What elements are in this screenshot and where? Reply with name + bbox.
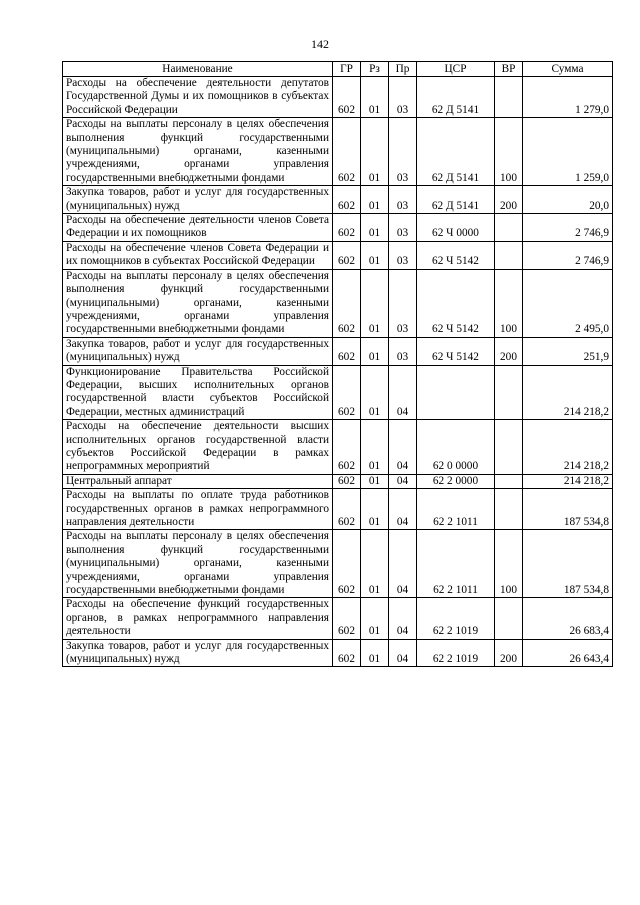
- row-rz: 01: [361, 214, 389, 242]
- row-csr: 62 Ч 5142: [417, 269, 495, 337]
- table-row: [63, 77, 613, 118]
- row-sum: 2 495,0: [523, 269, 613, 337]
- row-sum: 214 218,2: [523, 420, 613, 475]
- row-csr: 62 Д 5141: [417, 77, 495, 118]
- row-vr: [495, 214, 523, 242]
- table-row: [63, 530, 613, 598]
- row-pr: 04: [389, 489, 417, 530]
- row-pr: 04: [389, 474, 417, 488]
- row-rz: 01: [361, 598, 389, 639]
- table-row: [63, 420, 613, 475]
- row-sum: 2 746,9: [523, 241, 613, 269]
- row-vr: [495, 598, 523, 639]
- page-number: 142: [311, 37, 329, 51]
- row-sum: 2 746,9: [523, 214, 613, 242]
- row-pr: 04: [389, 530, 417, 598]
- header-pr: Пр: [389, 62, 417, 77]
- row-gr: 602: [333, 269, 361, 337]
- row-rz: 01: [361, 77, 389, 118]
- row-gr: 602: [333, 241, 361, 269]
- row-vr: [495, 241, 523, 269]
- row-gr: 602: [333, 530, 361, 598]
- row-csr: 62 2 1011: [417, 489, 495, 530]
- row-vr: 100: [495, 118, 523, 186]
- row-vr: [495, 77, 523, 118]
- row-csr: 62 2 1019: [417, 598, 495, 639]
- row-gr: 602: [333, 337, 361, 365]
- row-pr: 03: [389, 241, 417, 269]
- row-pr: 03: [389, 214, 417, 242]
- row-gr: 602: [333, 474, 361, 488]
- row-pr: 04: [389, 365, 417, 420]
- header-name: Наименование: [63, 62, 333, 77]
- row-pr: 03: [389, 77, 417, 118]
- table-row: [63, 598, 613, 639]
- row-vr: [495, 489, 523, 530]
- row-sum: 187 534,8: [523, 530, 613, 598]
- table-row: [63, 365, 613, 420]
- row-sum: 1 279,0: [523, 77, 613, 118]
- row-vr: 100: [495, 530, 523, 598]
- table-row: [63, 639, 613, 667]
- table-row: [63, 118, 613, 186]
- row-vr: [495, 474, 523, 488]
- row-gr: 602: [333, 186, 361, 214]
- row-name: Закупка товаров, работ и услуг для государственных (муниципальных) нужд: [63, 186, 333, 214]
- row-name: Расходы на обеспечение членов Совета Федерации и их помощников в субъектах Российской Федерации: [63, 241, 333, 269]
- row-name: Расходы на выплаты персоналу в целях обеспечения выполнения функций государственными (муниципальными) органами, казенными учреждениями, органами управления государственными внебюджетными фондами: [63, 118, 333, 186]
- row-rz: 01: [361, 489, 389, 530]
- row-name: Расходы на выплаты персоналу в целях обеспечения выполнения функций государственными (муниципальными) органами, казенными учреждениями, органами управления государственными внебюджетными фондами: [63, 530, 333, 598]
- row-vr: [495, 365, 523, 420]
- header-csr: ЦСР: [417, 62, 495, 77]
- row-pr: 04: [389, 639, 417, 667]
- row-csr: 62 Ч 5142: [417, 337, 495, 365]
- row-vr: 100: [495, 269, 523, 337]
- table-row: [63, 474, 613, 488]
- row-name: Расходы на обеспечение деятельности депутатов Государственной Думы и их помощников в субъектах Российской Федерации: [63, 77, 333, 118]
- row-rz: 01: [361, 530, 389, 598]
- row-pr: 04: [389, 420, 417, 475]
- row-rz: 01: [361, 639, 389, 667]
- row-rz: 01: [361, 241, 389, 269]
- row-name: Закупка товаров, работ и услуг для государственных (муниципальных) нужд: [63, 639, 333, 667]
- row-rz: 01: [361, 186, 389, 214]
- row-vr: [495, 420, 523, 475]
- header-vr: ВР: [495, 62, 523, 77]
- row-name: Расходы на обеспечение функций государственных органов, в рамках непрограммного направления деятельности: [63, 598, 333, 639]
- row-gr: 602: [333, 639, 361, 667]
- row-csr: 62 2 1019: [417, 639, 495, 667]
- row-csr: 62 Ч 5142: [417, 241, 495, 269]
- row-sum: 20,0: [523, 186, 613, 214]
- row-csr: 62 2 1011: [417, 530, 495, 598]
- table-row: [63, 214, 613, 242]
- row-name: Расходы на обеспечение деятельности высших исполнительных органов государственной власти субъектов Российской Федерации в рамках непрограммных мероприятий: [63, 420, 333, 475]
- row-sum: 251,9: [523, 337, 613, 365]
- row-csr: [417, 365, 495, 420]
- row-sum: 187 534,8: [523, 489, 613, 530]
- row-rz: 01: [361, 118, 389, 186]
- row-pr: 03: [389, 186, 417, 214]
- row-gr: 602: [333, 77, 361, 118]
- table-row: [63, 186, 613, 214]
- row-vr: 200: [495, 639, 523, 667]
- row-vr: 200: [495, 186, 523, 214]
- header-gr: ГР: [333, 62, 361, 77]
- table-row: [63, 269, 613, 337]
- row-sum: 1 259,0: [523, 118, 613, 186]
- row-name: Закупка товаров, работ и услуг для государственных (муниципальных) нужд: [63, 337, 333, 365]
- row-rz: 01: [361, 365, 389, 420]
- row-sum: 26 643,4: [523, 639, 613, 667]
- row-name: Расходы на выплаты по оплате труда работников государственных органов в рамках непрограммного направления деятельности: [63, 489, 333, 530]
- row-gr: 602: [333, 214, 361, 242]
- row-csr: 62 Д 5141: [417, 186, 495, 214]
- row-name: Расходы на выплаты персоналу в целях обеспечения выполнения функций государственными (муниципальными) органами, казенными учреждениями, органами управления государственными внебюджетными фондами: [63, 269, 333, 337]
- row-csr: 62 0 0000: [417, 420, 495, 475]
- budget-table: [62, 61, 613, 667]
- header-rz: Рз: [361, 62, 389, 77]
- row-gr: 602: [333, 489, 361, 530]
- row-gr: 602: [333, 118, 361, 186]
- table-row: [63, 241, 613, 269]
- row-name: Расходы на обеспечение деятельности членов Совета Федерации и их помощников: [63, 214, 333, 242]
- row-gr: 602: [333, 365, 361, 420]
- row-sum: 214 218,2: [523, 365, 613, 420]
- header-sum: Сумма: [523, 62, 613, 77]
- table-row: [63, 489, 613, 530]
- row-vr: 200: [495, 337, 523, 365]
- row-rz: 01: [361, 420, 389, 475]
- row-pr: 03: [389, 337, 417, 365]
- row-sum: 214 218,2: [523, 474, 613, 488]
- row-name: Центральный аппарат: [63, 474, 333, 488]
- row-pr: 03: [389, 118, 417, 186]
- table-row: [63, 337, 613, 365]
- row-gr: 602: [333, 598, 361, 639]
- row-rz: 01: [361, 474, 389, 488]
- row-pr: 03: [389, 269, 417, 337]
- row-name: Функционирование Правительства Российской Федерации, высших исполнительных органов государственной власти субъектов Российской Федерации, местных администраций: [63, 365, 333, 420]
- row-rz: 01: [361, 269, 389, 337]
- row-csr: 62 Д 5141: [417, 118, 495, 186]
- row-csr: 62 2 0000: [417, 474, 495, 488]
- row-csr: 62 Ч 0000: [417, 214, 495, 242]
- row-rz: 01: [361, 337, 389, 365]
- header-row: [63, 62, 613, 77]
- row-pr: 04: [389, 598, 417, 639]
- row-sum: 26 683,4: [523, 598, 613, 639]
- row-gr: 602: [333, 420, 361, 475]
